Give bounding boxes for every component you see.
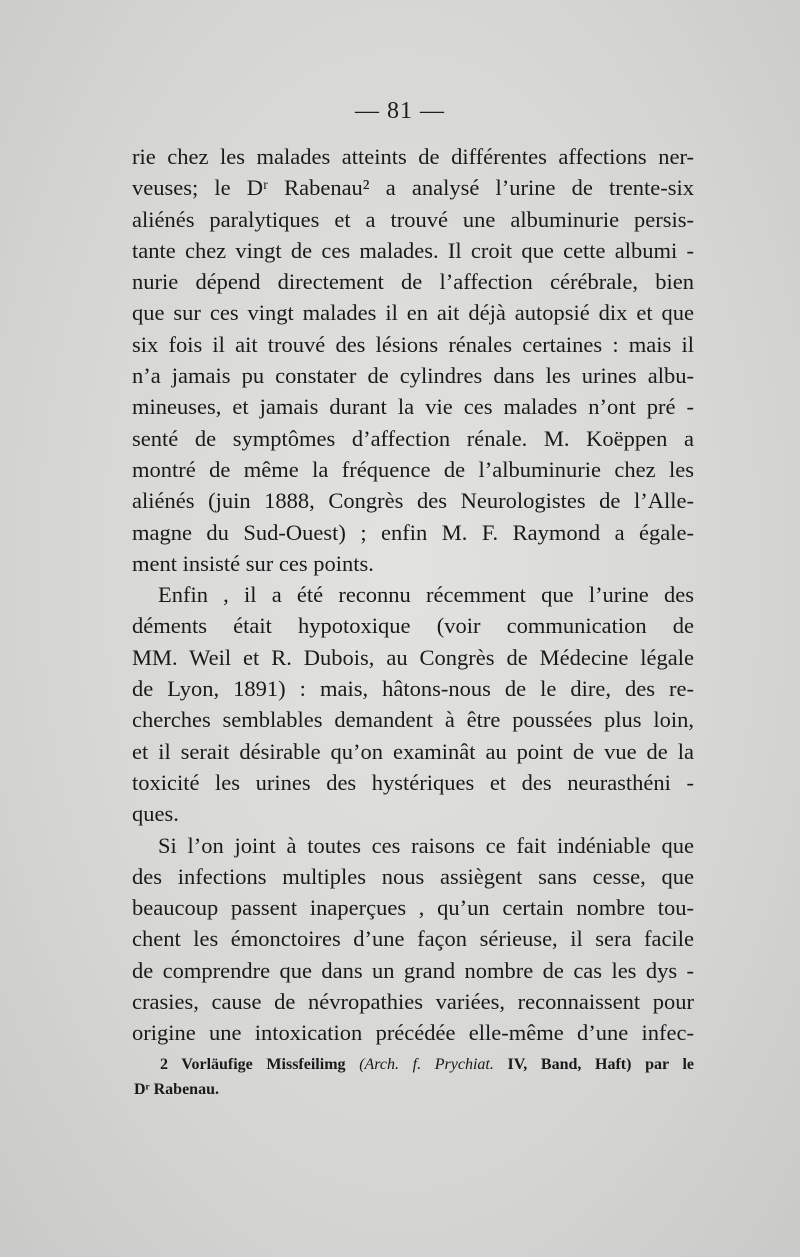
text-line: mineuses, et jamais durant la vie ces malades n’ont pré -	[132, 394, 694, 420]
text-line: toxicité les urines des hystériques et des neurasthéni -	[132, 769, 694, 795]
text-line: que sur ces vingt malades il en ait déjà autopsié dix et que	[132, 300, 694, 326]
text-line: et il serait désirable qu’on examinât au point de vue de la	[132, 738, 694, 764]
text-line: cherches semblables demandent à être poussées plus loin,	[132, 707, 694, 733]
text-line: crasies, cause de névropathies variées, reconnaissent pour	[132, 989, 694, 1015]
footnote-marker: 2	[160, 1056, 168, 1073]
text-line: origine une intoxication précédée elle-même d’une infec-	[132, 1020, 694, 1046]
text-line: six fois il ait trouvé des lésions rénales certaines : mais il	[132, 331, 694, 357]
text-line: Si l’on joint à toutes ces raisons ce fait indéniable que	[158, 832, 694, 858]
text-line: ment insisté sur ces points.	[132, 550, 374, 576]
text-line: déments était hypotoxique (voir communication de	[132, 613, 694, 639]
text-line: veuses; le Dʳ Rabenau² a analysé l’urine de trente-six	[132, 175, 694, 201]
text-line: montré de même la fréquence de l’albuminurie chez les	[132, 456, 694, 482]
body-text	[132, 141, 694, 1049]
footnote-line-2: Dʳ Rabenau.	[134, 1081, 219, 1098]
footnote-text-after: IV, Band, Haft) par le	[507, 1056, 695, 1073]
text-line: des infections multiples nous assiègent sans cesse, que	[132, 863, 694, 889]
text-line: chent les émonctoires d’une façon sérieuse, il sera facile	[132, 926, 694, 952]
text-line: aliénés paralytiques et a trouvé une albuminurie persis-	[132, 206, 694, 232]
footnote-text-before: Vorläufige Missfeilimg	[181, 1056, 346, 1073]
text-line: rie chez les malades atteints de différentes affections ner-	[132, 144, 694, 169]
text-line: de Lyon, 1891) : mais, hâtons-nous de le dire, des re-	[132, 676, 694, 702]
text-line: magne du Sud-Ouest) ; enfin M. F. Raymond a égale-	[132, 519, 694, 545]
footnote-citation: (Arch. f. Prychiat.	[359, 1056, 494, 1073]
footnote	[134, 1052, 694, 1102]
text-line: ques.	[132, 801, 179, 827]
page-number: — 81 —	[355, 98, 445, 124]
footnote-line-1	[134, 1052, 694, 1077]
text-line: beaucoup passent inaperçues , qu’un certain nombre tou-	[132, 895, 694, 921]
text-line: tante chez vingt de ces malades. Il croit que cette albumi -	[132, 237, 694, 263]
text-line: nurie dépend directement de l’affection cérébrale, bien	[132, 269, 694, 295]
text-line: senté de symptômes d’affection rénale. M. Koëppen a	[132, 425, 694, 451]
text-line: Enfin , il a été reconnu récemment que l’urine des	[158, 582, 694, 608]
text-line: MM. Weil et R. Dubois, au Congrès de Médecine légale	[132, 644, 694, 670]
text-line: de comprendre que dans un grand nombre de cas les dys -	[132, 957, 694, 983]
text-line: n’a jamais pu constater de cylindres dans les urines albu-	[132, 363, 694, 389]
text-line: aliénés (juin 1888, Congrès des Neurologistes de l’Alle-	[132, 488, 694, 514]
